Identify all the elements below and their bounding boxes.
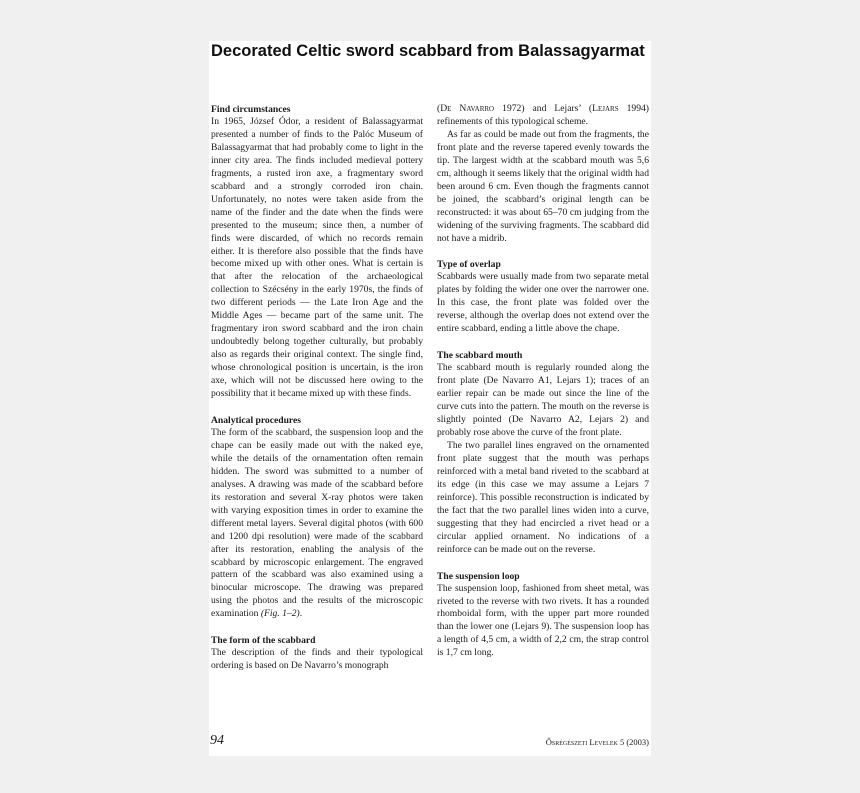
citation-de-navarro: De Navarro	[440, 103, 495, 114]
paragraph-parallel-lines: The two parallel lines engraved on the ornamented front plate suggest that the mouth was perhaps reinforced with a metal band riveted to the scabbard at its edge (in this case we may assume a Lejars 7 reinforce). This possible reconstruction is indicated by the fact that the two parallel lines widen into a curve, suggesting that they had encircled a rivet head or a circular applied ornament. No indications of a reinforce can be made out on the reverse.	[437, 439, 649, 555]
paragraph-scabbard-mouth: The scabbard mouth is regularly rounded along the front plate (De Navarro A1, Lejars 1); traces of an earlier repair can be made out since the line of the curve cuts into the pattern. The mouth on the reverse is slightly pointed (De Navarro A2, Lejars 2) and probably rose above the curve of the front plate.	[437, 362, 649, 439]
paragraph-fragments: As far as could be made out from the fragments, the front plate and the reverse tapered evenly towards the tip. The largest width at the scabbard mouth was 5,6 cm, although it seems likely that the original width had been around 6 cm. Even though the fragments cannot be joined, the scabbard’s original length can be reconstructed: it was about 65–70 cm judging from the widening of the surviving fragments. The scabbard did not have a midrib.	[437, 128, 649, 244]
paragraph-form-of-scabbard: The description of the finds and their typological ordering is based on De Navarro’s monograph	[211, 647, 423, 672]
right-column	[437, 103, 649, 660]
article-title: Decorated Celtic sword scabbard from Balassagyarmat	[211, 42, 645, 60]
paragraph-find-circumstances: In 1965, József Ódor, a resident of Balassagyarmat presented a number of finds to the Palóc Museum of Balassagyarmat that had probably come to light in the inner city area. The finds included medieval pottery fragments, a rusted iron axe, a fragmentary sword scabbard and a strongly corroded iron chain. Unfortunately, no notes were taken aside from the name of the finder and the date when the finds were presented to the museum; since then, a number of finds were discarded, of which no records remain either. It is therefore also possible that the finds have become mixed up with other ones. What is certain is that after the relocation of the archaeological collection to Szécsény in the early 1970s, the finds of two different periods — the Late Iron Age and the Middle Ages — became part of the same unit. The fragmentary iron sword scabbard and the iron chain undoubtedly belong together culturally, but probably also as regards their original context. The single find, whose chronological position is uncertain, is the iron axe, which will not be discussed here owing to the possibility that it became mixed up with these finds.	[211, 116, 423, 400]
citation-lejars: Lejars	[592, 103, 619, 114]
heading-analytical-procedures: Analytical procedures	[211, 414, 301, 426]
heading-suspension-loop: The suspension loop	[437, 570, 520, 582]
page-footer	[209, 732, 651, 752]
journal-reference: Ősrégészeti Levelek 5 (2003)	[545, 737, 649, 747]
paragraph-typology-continuation: (De Navarro 1972) and Lejars’ (Lejars 1994) refinements of this typological scheme.	[437, 103, 649, 127]
heading-scabbard-mouth: The scabbard mouth	[437, 350, 523, 362]
paragraph-type-of-overlap: Scabbards were usually made from two separate metal plates by folding the wider one over the narrower one. In this case, the front plate was folded over the reverse, although the overlap does not extend over the entire scabbard, ending a little above the chape.	[437, 271, 649, 335]
heading-find-circumstances: Find circumstances	[211, 104, 291, 115]
paper-page	[209, 41, 651, 756]
paragraph-analytical-procedures: The form of the scabbard, the suspension loop and the chape can be easily made out with the naked eye, while the details of the ornamentation often remain hidden. The sword was submitted to a number of analyses. A drawing was made of the scabbard before its restoration and several X-ray photos were taken with varying exposition times in order to examine the different metal layers. Several digital photos (with 600 and 1200 dpi resolution) were made of the scabbard after its restoration, enabling the analysis of the scabbard by microscopic enlargement. The engraved pattern of the scabbard was also examined using a binocular microscope. The drawing was prepared using the photos and the results of the microscopic examination (Fig. 1–2).	[211, 426, 423, 620]
heading-type-of-overlap: Type of overlap	[437, 259, 501, 271]
paragraph-suspension-loop: The suspension loop, fashioned from sheet metal, was riveted to the reverse with two rivets. It has a rounded rhomboidal form, with the upper part more rounded than the lower one (Lejars 9). The suspension loop has a length of 4,5 cm, a width of 2,2 cm, the strap control is 1,7 cm long.	[437, 582, 649, 659]
left-column	[211, 103, 423, 673]
page-number: 94	[210, 733, 224, 748]
figure-reference: (Fig. 1–2)	[260, 608, 300, 620]
heading-form-of-scabbard: The form of the scabbard	[211, 635, 316, 647]
